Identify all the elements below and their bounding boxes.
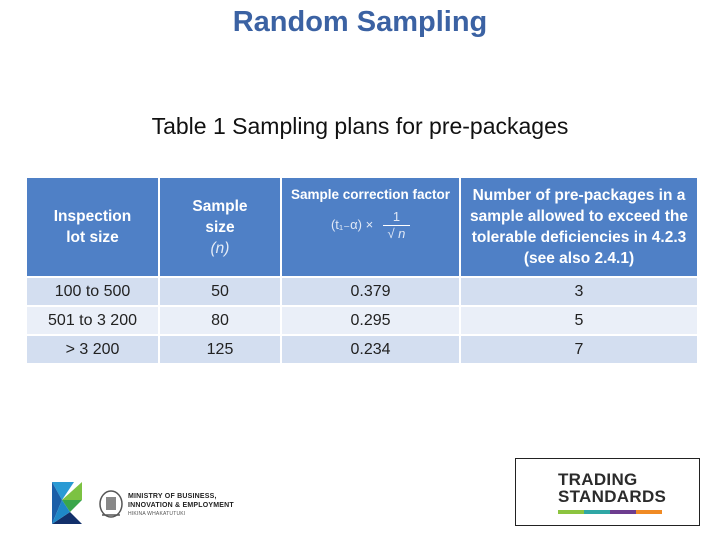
cell-sample-size: 125	[159, 335, 281, 364]
ts-line-2: STANDARDS	[558, 487, 667, 506]
table-caption: Table 1 Sampling plans for pre-packages	[151, 113, 569, 139]
cell-allowed-exceed: 5	[460, 306, 698, 335]
ts-bar-purple	[610, 510, 636, 514]
cell-allowed-exceed: 3	[460, 277, 698, 306]
mbie-line-1: MINISTRY OF BUSINESS,	[128, 493, 217, 500]
sampling-plans-table	[25, 176, 699, 365]
trading-standards-logo	[515, 458, 700, 526]
cell-allowed-exceed: 7	[460, 335, 698, 364]
cell-lot-size: 501 to 3 200	[26, 306, 159, 335]
header-sample-size-label: Sample size	[192, 197, 248, 236]
ts-bar-orange	[636, 510, 662, 514]
table-row	[26, 277, 698, 306]
cell-lot-size: 100 to 500	[26, 277, 159, 306]
slide-title: Random Sampling	[232, 6, 488, 38]
header-correction-factor	[281, 177, 460, 277]
cell-correction-factor: 0.295	[281, 306, 460, 335]
header-correction-factor-label: Sample correction factor	[290, 187, 451, 202]
cell-correction-factor: 0.234	[281, 335, 460, 364]
header-lot-size	[26, 177, 159, 277]
correction-factor-formula	[282, 209, 459, 242]
header-allowed-exceed-label: Number of pre-packages in a sample allowed to exceed the tolerable deficiencies in 4.2.3 (see also 2.4.1)	[470, 187, 688, 267]
header-sample-size-symbol: (n)	[210, 239, 230, 257]
cell-sample-size: 80	[159, 306, 281, 335]
formula-left: (t₁₋α) ×	[330, 216, 374, 232]
cell-lot-size: > 3 200	[26, 335, 159, 364]
mbie-line-3: HIKINA WHAKATUTUKI	[128, 511, 186, 517]
nz-crest-icon	[98, 489, 124, 519]
table-header-row	[26, 177, 698, 277]
formula-denominator: √ n	[387, 226, 406, 241]
mbie-line-2: INNOVATION & EMPLOYMENT	[128, 501, 234, 509]
header-allowed-exceed	[460, 177, 698, 277]
ts-line-1: TRADING	[558, 470, 638, 489]
header-lot-size-label: Inspection lot size	[53, 208, 132, 246]
cell-correction-factor: 0.379	[281, 277, 460, 306]
formula-fraction	[383, 209, 410, 242]
mbie-wordmark	[128, 493, 234, 519]
ts-bar-green	[558, 510, 584, 514]
cell-sample-size: 50	[159, 277, 281, 306]
table-row	[26, 306, 698, 335]
trading-standards-wordmark	[558, 471, 666, 505]
ts-bar-teal	[584, 510, 610, 514]
formula-numerator: 1	[383, 209, 410, 226]
table-row	[26, 335, 698, 364]
header-sample-size	[159, 177, 281, 277]
